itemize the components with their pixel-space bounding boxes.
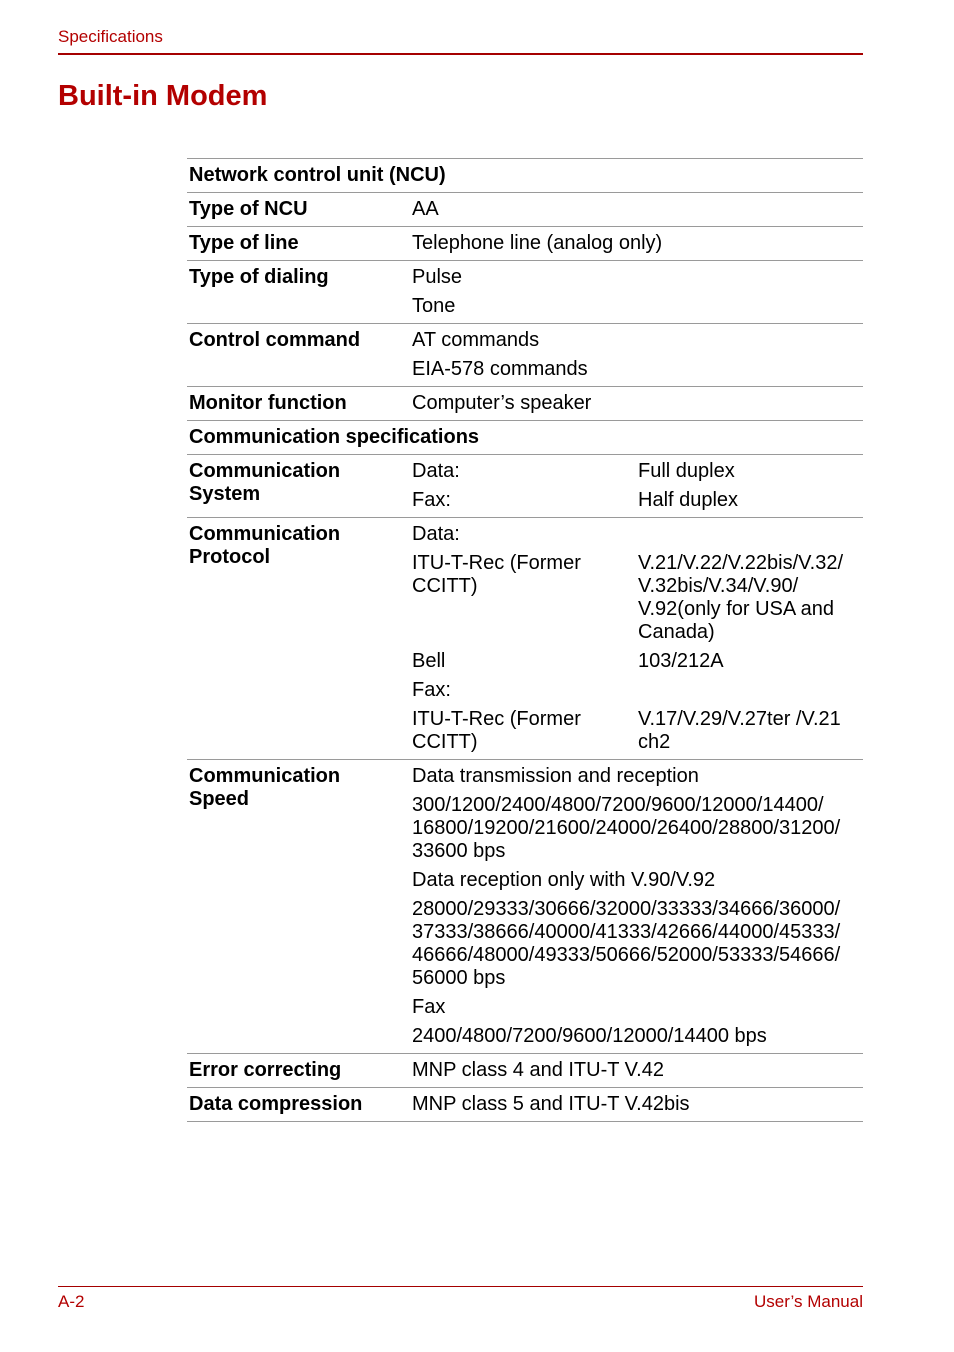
spec-value: Data transmission and reception	[412, 765, 699, 787]
spec-value: 28000/29333/30666/32000/33333/34666/36000/ 37333/38666/40000/41333/42666/44000/45333/ 46666/48000/49333/50666/52000/53333/54666/ 56000 bps	[412, 898, 841, 989]
spec-value: Data reception only with V.90/V.92	[412, 869, 716, 891]
spec-label: Type of NCU	[189, 198, 308, 220]
spec-value: AT commands	[412, 329, 540, 351]
spec-row-type-ncu	[187, 193, 863, 227]
spec-value: 103/212A	[638, 650, 724, 672]
spec-subheading: Data:	[412, 523, 460, 545]
spec-label: Communication System	[189, 460, 341, 505]
spec-row-control-command	[187, 324, 863, 387]
header-rule	[58, 53, 863, 55]
spec-key: Bell	[412, 650, 446, 672]
page-title: Built-in Modem	[58, 80, 268, 112]
spec-value: Half duplex	[638, 489, 739, 511]
spec-row-type-line	[187, 227, 863, 261]
spec-value: EIA-578 commands	[412, 358, 588, 380]
spec-row-communication-speed	[187, 760, 863, 1054]
spec-value: Pulse	[412, 266, 463, 288]
spec-label: Communication Speed	[189, 765, 341, 810]
page-number: A-2	[58, 1292, 85, 1311]
spec-value: Computer’s speaker	[412, 392, 592, 414]
spec-key: ITU-T-Rec (Former CCITT)	[412, 552, 581, 597]
spec-value: Full duplex	[638, 460, 735, 482]
spec-label: Communication Protocol	[189, 523, 341, 568]
spec-label: Type of dialing	[189, 266, 329, 288]
spec-value: 2400/4800/7200/9600/12000/14400 bps	[412, 1025, 767, 1047]
spec-value: V.17/V.29/V.27ter /V.21 ch2	[638, 708, 841, 753]
spec-value: Fax	[412, 996, 446, 1018]
spec-value: MNP class 4 and ITU-T V.42	[412, 1059, 664, 1081]
footer-rule	[58, 1286, 863, 1287]
spec-row-type-dialing	[187, 261, 863, 324]
spec-key: Fax:	[412, 489, 451, 511]
spec-value: Tone	[412, 295, 456, 317]
section-heading-ncu: Network control unit (NCU)	[187, 159, 863, 193]
spec-row-communication-system	[187, 455, 863, 518]
spec-row-monitor-function	[187, 387, 863, 421]
spec-row-communication-protocol	[187, 518, 863, 760]
running-header: Specifications	[58, 27, 163, 46]
spec-value: Telephone line (analog only)	[412, 232, 663, 254]
spec-value: AA	[412, 198, 439, 220]
spec-table	[187, 158, 863, 1122]
spec-label: Control command	[189, 329, 361, 351]
manual-title: User’s Manual	[754, 1292, 863, 1311]
spec-key: ITU-T-Rec (Former CCITT)	[412, 708, 581, 753]
spec-label: Data compression	[189, 1093, 363, 1115]
spec-row-error-correcting	[187, 1054, 863, 1088]
spec-row-data-compression	[187, 1088, 863, 1122]
spec-label: Type of line	[189, 232, 299, 254]
spec-value: 300/1200/2400/4800/7200/9600/12000/14400/ 16800/19200/21600/24000/26400/28800/31200/ 33600 bps	[412, 794, 841, 862]
spec-label: Monitor function	[189, 392, 347, 414]
spec-label: Error correcting	[189, 1059, 342, 1081]
section-heading-communication: Communication specifications	[187, 421, 863, 455]
spec-subheading: Fax:	[412, 679, 451, 701]
spec-value: V.21/V.22/V.22bis/V.32/ V.32bis/V.34/V.90/ V.92(only for USA and Canada)	[638, 552, 844, 643]
spec-key: Data:	[412, 460, 460, 482]
spec-value: MNP class 5 and ITU-T V.42bis	[412, 1093, 690, 1115]
